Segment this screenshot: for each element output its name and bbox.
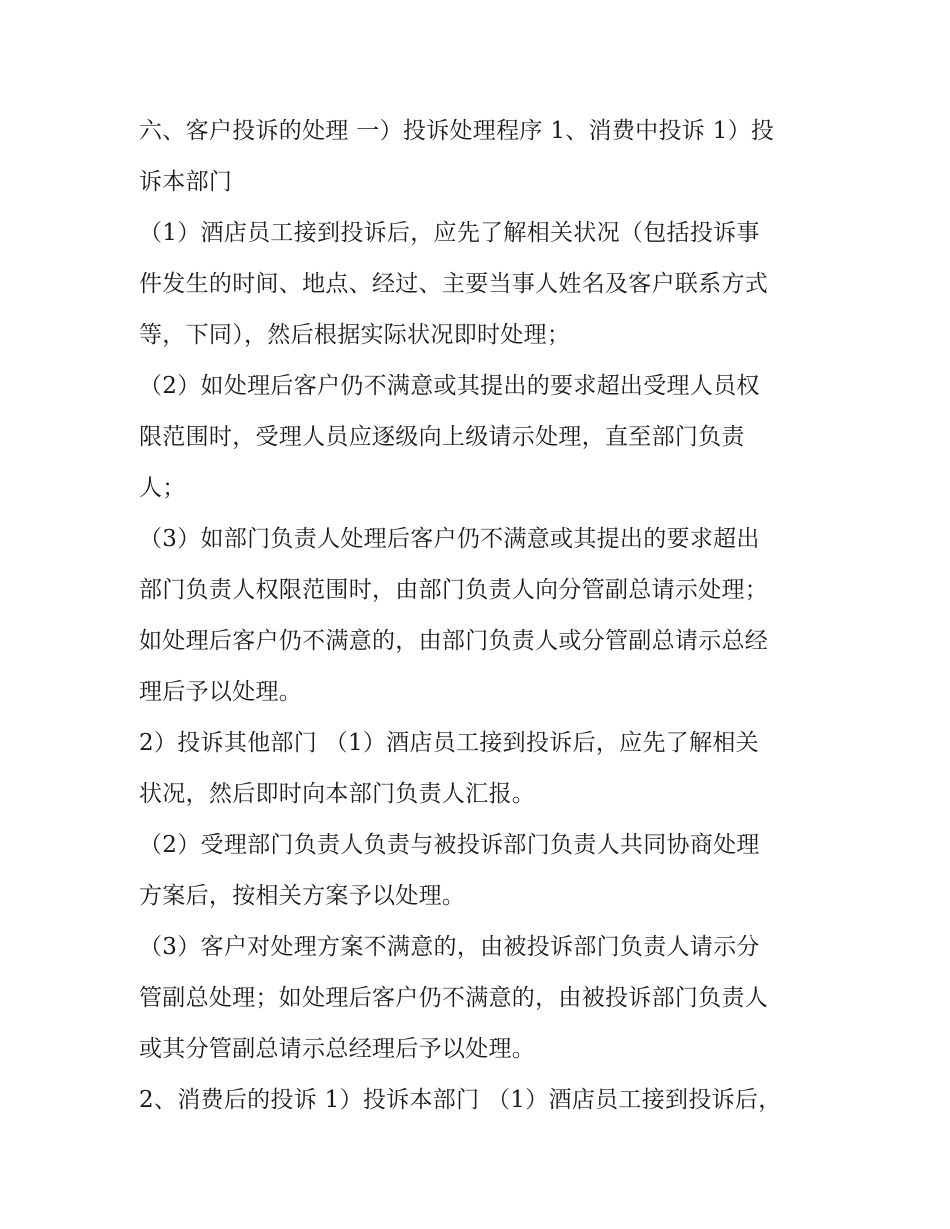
text-line: 2、消费后的投诉 1）投诉本部门 （1）酒店员工接到投诉后， <box>139 1087 782 1113</box>
text-line: （2）如处理后客户仍不满意或其提出的要求超出受理人员权 <box>139 373 760 399</box>
text-line: 2）投诉其他部门 （1）酒店员工接到投诉后，应先了解相关 <box>139 730 759 756</box>
text-line: 六、客户投诉的处理 一）投诉处理程序 1、消费中投诉 1）投 <box>139 118 775 144</box>
text-line: 理后予以处理。 <box>139 679 303 705</box>
text-line: （2）受理部门负责人负责与被投诉部门负责人共同协商处理 <box>139 832 760 858</box>
text-line: 人； <box>139 475 186 501</box>
text-line: 管副总处理；如处理后客户仍不满意的，由被投诉部门负责人 <box>139 985 769 1011</box>
text-line: 部门负责人权限范围时，由部门负责人向分管副总请示处理； <box>139 577 769 603</box>
text-line: （1）酒店员工接到投诉后，应先了解相关状况（包括投诉事 <box>139 220 760 246</box>
text-line: 如处理后客户仍不满意的，由部门负责人或分管副总请示总经 <box>139 628 769 654</box>
text-line: 件发生的时间、地点、经过、主要当事人姓名及客户联系方式 <box>139 271 769 297</box>
text-line: 等，下同），然后根据实际状况即时处理； <box>139 322 571 348</box>
text-line: 诉本部门 <box>139 169 233 195</box>
document-body <box>139 106 814 1126</box>
text-line: 方案后，按相关方案予以处理。 <box>139 883 466 909</box>
text-line: 或其分管副总请示总经理后予以处理。 <box>139 1036 536 1062</box>
text-line: 状况，然后即时向本部门负责人汇报。 <box>139 781 536 807</box>
text-line: 限范围时，受理人员应逐级向上级请示处理，直至部门负责 <box>139 424 745 450</box>
text-line: （3）如部门负责人处理后客户仍不满意或其提出的要求超出 <box>139 526 760 552</box>
text-line: （3）客户对处理方案不满意的，由被投诉部门负责人请示分 <box>139 934 760 960</box>
